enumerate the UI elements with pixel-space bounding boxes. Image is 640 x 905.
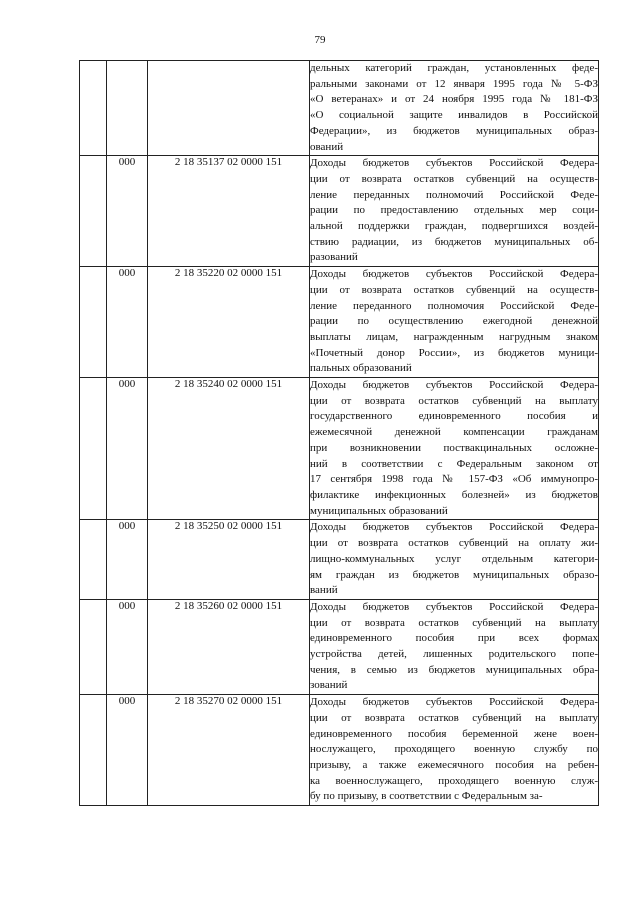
budget-code-cell: 2 18 35270 02 0000 151	[148, 695, 310, 806]
description-line: муниципальных образований	[310, 504, 448, 517]
table-row	[80, 61, 599, 156]
description-cell	[310, 156, 599, 267]
table-row	[80, 156, 599, 267]
description-line: дельных категорий граждан, установленных феде-	[310, 62, 598, 74]
description-line: ваний	[310, 584, 338, 597]
description-line: 17 сентября 1998 года № 157-ФЗ «Об иммунопро-	[310, 473, 598, 486]
description-line: государственного единовременного пособия и	[310, 410, 598, 423]
description-line: филактике инфекционных болезней» из бюджетов	[310, 488, 598, 501]
page-number: 79	[314, 34, 326, 46]
description-line: разований	[310, 251, 358, 264]
description-line: ции от возврата остатков субвенций на осуществ-	[310, 283, 598, 296]
description-line: чения, в семью из бюджетов муниципальных обра-	[310, 663, 598, 676]
description-line: рации по предоставлению отдельных мер соци-	[310, 204, 598, 217]
table-row	[80, 695, 599, 806]
table-row	[80, 267, 599, 378]
budget-code-cell: 2 18 35250 02 0000 151	[148, 520, 310, 600]
description-cell	[310, 520, 599, 600]
admin-code-cell	[107, 61, 148, 156]
budget-code-cell	[148, 61, 310, 156]
margin-cell	[80, 378, 107, 520]
revenue-codes-table	[79, 60, 599, 806]
description-cell	[310, 267, 599, 378]
description-line: лищно-коммунальных услуг отдельным категори-	[310, 552, 598, 565]
description-cell	[310, 61, 599, 156]
description-line: призыву, а также ежемесячного пособия на ребен-	[310, 758, 598, 771]
admin-code-cell: 000	[107, 156, 148, 267]
description-cell	[310, 378, 599, 520]
margin-cell	[80, 599, 107, 694]
admin-code-cell: 000	[107, 378, 148, 520]
description-line: Доходы бюджетов субъектов Российской Федера-	[310, 379, 598, 392]
description-line: ции от возврата остатков субвенций на осуществ-	[310, 172, 598, 185]
table-row	[80, 520, 599, 600]
description-line: ции от возврата остатков субвенций на выплату	[310, 616, 598, 629]
description-line: Федерации», из бюджетов муниципальных образ-	[310, 124, 598, 137]
description-line: «О социальной защите инвалидов в Российской	[310, 109, 598, 122]
description-line: рации по осуществлению ежегодной денежной	[310, 315, 598, 328]
description-line: нослужащего, проходящего военную службу по	[310, 743, 598, 756]
description-line: при возникновении поствакцинальных осложне-	[310, 441, 598, 454]
description-line: ям граждан из бюджетов муниципальных образо-	[310, 568, 598, 581]
budget-code-cell: 2 18 35260 02 0000 151	[148, 599, 310, 694]
admin-code-cell: 000	[107, 267, 148, 378]
description-line: Доходы бюджетов субъектов Российской Федера-	[310, 521, 598, 534]
description-line: ление переданного полномочия Российской Феде-	[310, 299, 598, 312]
description-line: альной поддержки граждан, подвергшихся воздей-	[310, 220, 598, 233]
description-line: ление переданных полномочий Российской Феде-	[310, 188, 598, 201]
description-line: ствию радиации, из бюджетов муниципальных об-	[310, 235, 598, 248]
budget-code-cell: 2 18 35137 02 0000 151	[148, 156, 310, 267]
admin-code-cell: 000	[107, 695, 148, 806]
table-row	[80, 599, 599, 694]
description-line: Доходы бюджетов субъектов Российской Федера-	[310, 157, 598, 170]
description-line: пальных образований	[310, 362, 412, 375]
description-line: «О ветеранах» и от 24 ноября 1995 года № 181-ФЗ	[310, 93, 598, 106]
description-line: ний в соответствии с Федеральным законом от	[310, 457, 598, 470]
description-line: ка военнослужащего, проходящего военную служ-	[310, 774, 598, 787]
description-line: Доходы бюджетов субъектов Российской Федера-	[310, 600, 598, 613]
table-body	[80, 61, 599, 806]
description-line: бу по призыву, в соответствии с Федеральным за-	[310, 790, 543, 803]
margin-cell	[80, 156, 107, 267]
table-row	[80, 378, 599, 520]
description-line: ции от возврата остатков субвенций на оплату жи-	[310, 537, 598, 550]
description-line: устройства детей, лишенных родительского попе-	[310, 648, 598, 661]
description-line: ральными законами от 12 января 1995 года № 5-ФЗ	[310, 77, 598, 90]
description-line: «Почетный донор России», из бюджетов муници-	[310, 346, 598, 359]
description-line: ции от возврата остатков субвенций на выплату	[310, 394, 598, 407]
description-line: ований	[310, 140, 344, 153]
description-cell	[310, 599, 599, 694]
description-line: зований	[310, 679, 348, 692]
budget-code-cell: 2 18 35220 02 0000 151	[148, 267, 310, 378]
description-line: единовременного пособия беременной жене воен-	[310, 727, 598, 740]
description-line: Доходы бюджетов субъектов Российской Федера-	[310, 696, 598, 709]
description-line: ции от возврата остатков субвенций на выплату	[310, 711, 598, 724]
margin-cell	[80, 695, 107, 806]
margin-cell	[80, 267, 107, 378]
admin-code-cell: 000	[107, 520, 148, 600]
description-cell	[310, 695, 599, 806]
budget-code-cell: 2 18 35240 02 0000 151	[148, 378, 310, 520]
description-line: Доходы бюджетов субъектов Российской Федера-	[310, 268, 598, 281]
description-line: единовременного пособия при всех формах	[310, 632, 598, 645]
description-line: выплаты лицам, награжденным нагрудным знаком	[310, 330, 598, 343]
margin-cell	[80, 520, 107, 600]
admin-code-cell: 000	[107, 599, 148, 694]
margin-cell	[80, 61, 107, 156]
description-line: ежемесячной денежной компенсации гражданам	[310, 426, 598, 439]
